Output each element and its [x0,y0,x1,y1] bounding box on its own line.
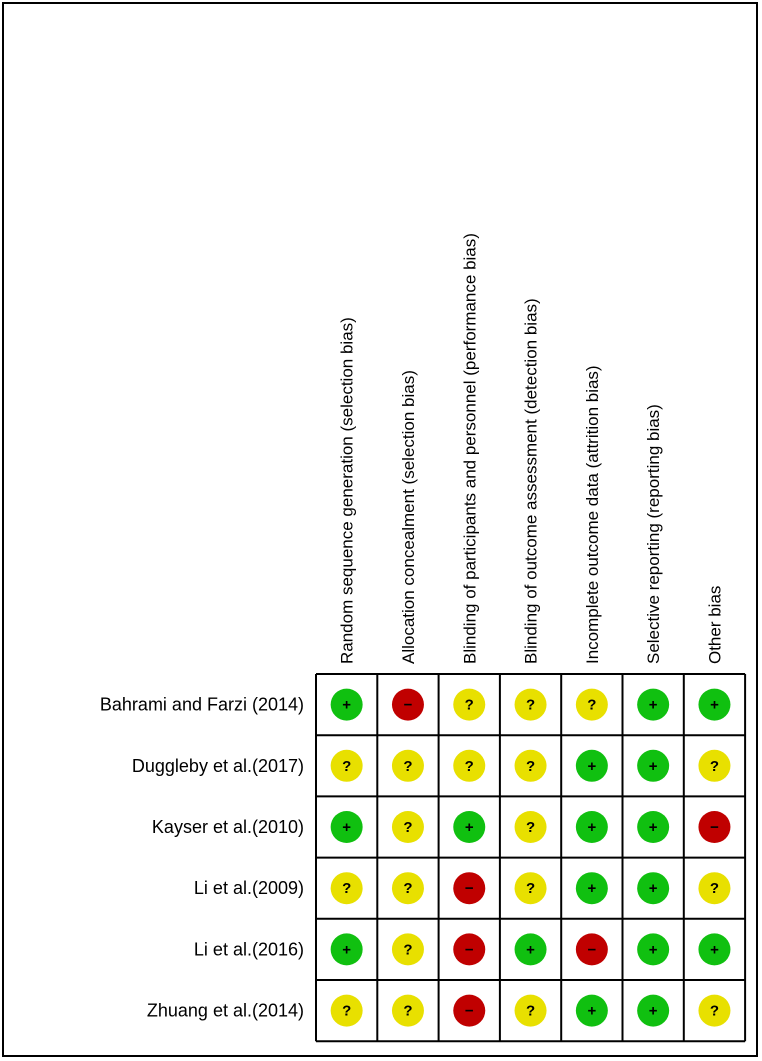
rating-symbol: ? [342,880,352,898]
rating-symbol: ? [525,696,536,714]
rating-symbol: + [648,696,658,714]
rating-symbol: ? [342,1002,352,1020]
rating-symbol: ? [403,819,413,836]
rating-symbol: ? [587,696,597,714]
study-label: Bahrami and Farzi (2014) [99,694,304,715]
rating-symbol: ? [403,757,413,775]
rating-symbol: + [342,941,352,959]
rating-symbol: ? [403,941,413,959]
rating-symbol: ? [342,757,352,775]
domain-header: Allocation concealment (selection bias) [398,370,418,664]
rating-symbol: + [342,819,352,836]
rating-symbol: + [587,1002,597,1020]
rating-symbol: ? [525,1002,536,1020]
rating-symbol: + [648,757,658,775]
rating-symbol: ? [525,880,536,898]
domain-header: Blinding of outcome assessment (detection bias) [521,298,541,664]
rating-symbol: ? [709,880,720,898]
rating-symbol: + [710,941,719,959]
rating-symbol: ? [464,757,474,775]
rating-symbol: − [710,819,719,836]
rating-symbol: + [648,1002,658,1020]
study-label: Zhuang et al.(2014) [146,1000,304,1021]
rating-symbol: ? [464,696,474,714]
rating-symbol: ? [709,757,720,775]
domain-header: Incomplete outcome data (attrition bias) [582,365,602,664]
rating-symbol: + [587,819,597,836]
rating-symbol: + [648,819,658,836]
rating-symbol: + [648,941,658,959]
rating-symbol: − [587,941,597,959]
study-label: Duggleby et al.(2017) [131,755,304,776]
domain-header: Selective reporting (reporting bias) [644,404,664,664]
rating-symbol: − [403,696,413,714]
rating-symbol: + [587,757,597,775]
rating-symbol: + [710,696,719,714]
rating-symbol: ? [403,880,413,898]
rating-symbol: + [464,819,474,836]
rating-symbol: ? [709,1002,720,1020]
rating-symbol: + [342,696,352,714]
rating-symbol: + [526,941,535,959]
rating-symbol: + [587,880,597,898]
study-label: Li et al.(2009) [193,878,304,899]
rating-symbol: ? [403,1002,413,1020]
rating-symbol: ? [525,819,536,836]
rating-symbol: ? [525,757,536,775]
rating-symbol: + [648,880,658,898]
study-label: Kayser et al.(2010) [151,817,304,837]
domain-header: Other bias [705,585,725,664]
study-label: Li et al.(2016) [193,939,304,960]
rating-symbol: − [464,1002,474,1020]
domain-header: Blinding of participants and personnel (performance bias) [460,233,480,664]
domain-header: Random sequence generation (selection bias) [337,317,357,664]
rating-symbol: − [464,880,474,898]
rating-symbol: − [464,941,474,959]
